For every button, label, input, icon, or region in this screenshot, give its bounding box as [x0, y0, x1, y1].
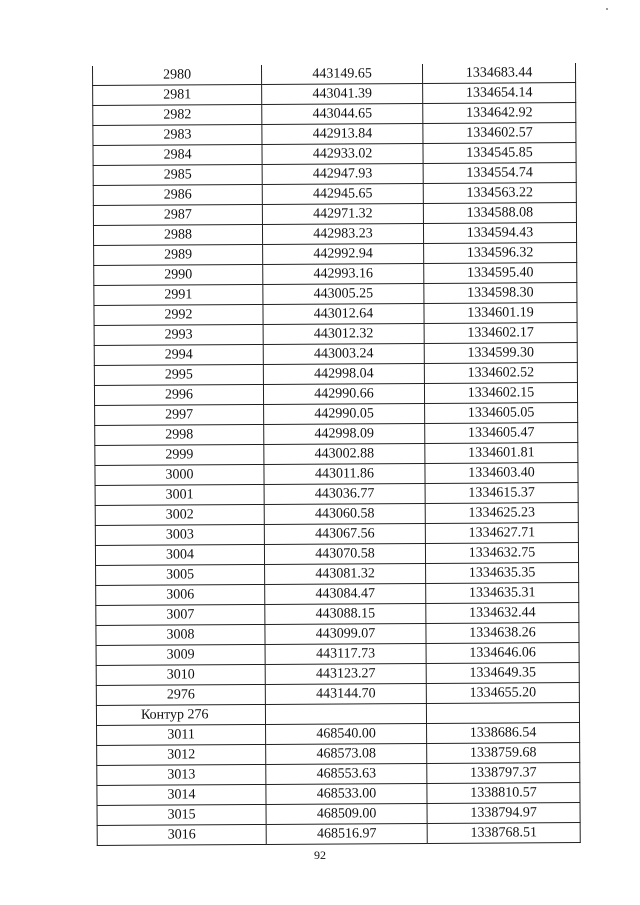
y-coordinate-cell: 1338810.57 [427, 783, 580, 804]
point-number-cell: 3005 [96, 564, 265, 585]
y-coordinate-cell: 1334635.35 [426, 563, 579, 584]
y-coordinate-cell: 1334683.44 [422, 63, 575, 83]
y-coordinate-cell: 1334602.17 [424, 323, 577, 344]
x-coordinate-cell: 443099.07 [265, 623, 426, 644]
x-coordinate-cell: 442913.84 [262, 123, 423, 144]
table-row [96, 643, 579, 666]
y-coordinate-cell: 1334602.57 [423, 123, 576, 144]
x-coordinate-cell: 468540.00 [266, 723, 427, 744]
x-coordinate-cell: 442990.66 [263, 383, 424, 404]
table-row [93, 123, 576, 146]
x-coordinate-cell: 443081.32 [265, 563, 426, 584]
table-row [93, 203, 576, 226]
x-coordinate-cell: 443002.88 [264, 443, 425, 464]
point-number-cell: 2985 [93, 164, 262, 185]
y-coordinate-cell: 1334632.44 [426, 603, 579, 624]
table-row [94, 383, 577, 406]
table-row [96, 623, 579, 646]
table-row [94, 283, 577, 306]
scan-speck [606, 8, 608, 10]
table-row [94, 243, 577, 266]
table-row [95, 463, 578, 486]
y-coordinate-cell: 1334599.30 [424, 343, 577, 364]
x-coordinate-cell: 442945.65 [262, 183, 423, 204]
x-coordinate-cell: 443012.32 [263, 323, 424, 344]
y-coordinate-cell: 1334598.30 [424, 283, 577, 304]
table-row [95, 503, 578, 526]
table-row [94, 363, 577, 386]
y-coordinate-cell: 1334654.14 [423, 83, 576, 104]
point-number-cell: 3002 [95, 504, 264, 525]
point-number-cell: 2976 [96, 684, 265, 705]
point-number-cell: 3011 [97, 724, 266, 745]
x-coordinate-cell: 468516.97 [266, 823, 427, 844]
table-row [95, 523, 578, 546]
x-coordinate-cell: 443060.58 [264, 503, 425, 524]
x-coordinate-cell: 442990.05 [264, 403, 425, 424]
x-coordinate-cell: 443070.58 [264, 543, 425, 564]
table-row [94, 343, 577, 366]
x-coordinate-cell: 443011.86 [264, 463, 425, 484]
point-number-cell: 2997 [95, 404, 264, 425]
y-coordinate-cell: 1334563.22 [423, 183, 576, 204]
table-row [95, 483, 578, 506]
point-number-cell: 2992 [94, 304, 263, 325]
point-number-cell: Контур 276 [96, 704, 265, 725]
table-row [97, 823, 580, 846]
y-coordinate-cell: 1334605.05 [425, 403, 578, 424]
point-number-cell: 3016 [97, 824, 266, 845]
table-row [95, 423, 578, 446]
point-number-cell: 3014 [97, 784, 266, 805]
table-row [96, 583, 579, 606]
y-coordinate-cell: 1334655.20 [426, 683, 579, 704]
x-coordinate-cell: 443084.47 [265, 583, 426, 604]
y-coordinate-cell: 1334588.08 [423, 203, 576, 224]
x-coordinate-cell: 443012.64 [263, 303, 424, 324]
point-number-cell: 2988 [93, 224, 262, 245]
point-number-cell: 2986 [93, 184, 262, 205]
x-coordinate-cell: 443149.65 [261, 64, 422, 84]
table-row [94, 323, 577, 346]
x-coordinate-cell: 443117.73 [265, 643, 426, 664]
point-number-cell: 3012 [97, 744, 266, 765]
point-number-cell: 3008 [96, 624, 265, 645]
page-number: 92 [314, 848, 326, 862]
y-coordinate-cell: 1334603.40 [425, 463, 578, 484]
point-number-cell: 2982 [93, 104, 262, 125]
y-coordinate-cell: 1334596.32 [424, 243, 577, 264]
table-row [96, 683, 579, 706]
x-coordinate-cell: 443036.77 [264, 483, 425, 504]
table-row [97, 743, 580, 766]
table-row [94, 303, 577, 326]
point-number-cell: 2998 [95, 424, 264, 445]
y-coordinate-cell: 1338686.54 [427, 723, 580, 744]
point-number-cell: 2989 [94, 244, 263, 265]
y-coordinate-cell: 1334605.47 [425, 423, 578, 444]
point-number-cell: 2990 [94, 264, 263, 285]
point-number-cell: 2994 [94, 344, 263, 365]
y-coordinate-cell: 1334594.43 [423, 223, 576, 244]
table-row [93, 223, 576, 246]
x-coordinate-cell: 468553.63 [266, 763, 427, 784]
point-number-cell: 2980 [92, 65, 261, 86]
x-coordinate-cell: 443088.15 [265, 603, 426, 624]
table-row [94, 263, 577, 286]
x-coordinate-cell: 442998.09 [264, 423, 425, 444]
y-coordinate-cell: 1334602.52 [424, 363, 577, 384]
x-coordinate-cell: 443067.56 [264, 523, 425, 544]
y-coordinate-cell: 1334638.26 [426, 623, 579, 644]
point-number-cell: 3001 [95, 484, 264, 505]
coordinates-table [92, 63, 581, 846]
y-coordinate-cell: 1334554.74 [423, 163, 576, 184]
x-coordinate-cell: 443041.39 [262, 83, 423, 104]
x-coordinate-cell: 442983.23 [262, 223, 423, 244]
x-coordinate-cell: 443005.25 [263, 283, 424, 304]
x-coordinate-cell: 442933.02 [262, 143, 423, 164]
y-coordinate-cell: 1334625.23 [425, 503, 578, 524]
y-coordinate-cell: 1334595.40 [424, 263, 577, 284]
table-row [97, 763, 580, 786]
x-coordinate-cell [265, 703, 426, 724]
y-coordinate-cell [426, 703, 579, 724]
point-number-cell: 3003 [95, 524, 264, 545]
point-number-cell: 3000 [95, 464, 264, 485]
x-coordinate-cell: 443123.27 [265, 663, 426, 684]
y-coordinate-cell: 1334635.31 [426, 583, 579, 604]
y-coordinate-cell: 1334646.06 [426, 643, 579, 664]
point-number-cell: 3009 [96, 644, 265, 665]
x-coordinate-cell: 442993.16 [263, 263, 424, 284]
table-row [96, 563, 579, 586]
point-number-cell: 2987 [93, 204, 262, 225]
table-row [95, 443, 578, 466]
y-coordinate-cell: 1338759.68 [427, 743, 580, 764]
y-coordinate-cell: 1334601.81 [425, 443, 578, 464]
point-number-cell: 2983 [93, 124, 262, 145]
x-coordinate-cell: 442998.04 [263, 363, 424, 384]
point-number-cell: 2996 [94, 384, 263, 405]
table-row [96, 663, 579, 686]
y-coordinate-cell: 1338794.97 [427, 803, 580, 824]
table-row [93, 143, 576, 166]
table-row [95, 403, 578, 426]
y-coordinate-cell: 1334545.85 [423, 143, 576, 164]
point-number-cell: 3007 [96, 604, 265, 625]
x-coordinate-cell: 442947.93 [262, 163, 423, 184]
point-number-cell: 2995 [94, 364, 263, 385]
point-number-cell: 2999 [95, 444, 264, 465]
x-coordinate-cell: 443003.24 [263, 343, 424, 364]
table-row [93, 103, 576, 126]
y-coordinate-cell: 1334642.92 [423, 103, 576, 124]
table-row [95, 543, 578, 566]
x-coordinate-cell: 443044.65 [262, 103, 423, 124]
y-coordinate-cell: 1334632.75 [425, 543, 578, 564]
point-number-cell: 2981 [93, 84, 262, 105]
x-coordinate-cell: 468509.00 [266, 803, 427, 824]
y-coordinate-cell: 1338768.51 [427, 823, 580, 844]
table-row [96, 603, 579, 626]
y-coordinate-cell: 1334649.35 [426, 663, 579, 684]
coordinates-table-body [92, 63, 580, 845]
table-row [93, 83, 576, 106]
y-coordinate-cell: 1338797.37 [427, 763, 580, 784]
point-number-cell: 3015 [97, 804, 266, 825]
table-row [93, 163, 576, 186]
point-number-cell: 3010 [96, 664, 265, 685]
table-row [97, 723, 580, 746]
y-coordinate-cell: 1334601.19 [424, 303, 577, 324]
point-number-cell: 2993 [94, 324, 263, 345]
x-coordinate-cell: 468573.08 [266, 743, 427, 764]
y-coordinate-cell: 1334627.71 [425, 523, 578, 544]
point-number-cell: 2991 [94, 284, 263, 305]
x-coordinate-cell: 443144.70 [265, 683, 426, 704]
table-row [92, 63, 575, 85]
x-coordinate-cell: 442971.32 [262, 203, 423, 224]
point-number-cell: 3004 [95, 544, 264, 565]
table-row [97, 803, 580, 826]
x-coordinate-cell: 468533.00 [266, 783, 427, 804]
point-number-cell: 3013 [97, 764, 266, 785]
point-number-cell: 2984 [93, 144, 262, 165]
x-coordinate-cell: 442992.94 [263, 243, 424, 264]
y-coordinate-cell: 1334615.37 [425, 483, 578, 504]
y-coordinate-cell: 1334602.15 [424, 383, 577, 404]
table-row [93, 183, 576, 206]
point-number-cell: 3006 [96, 584, 265, 605]
table-row [97, 783, 580, 806]
